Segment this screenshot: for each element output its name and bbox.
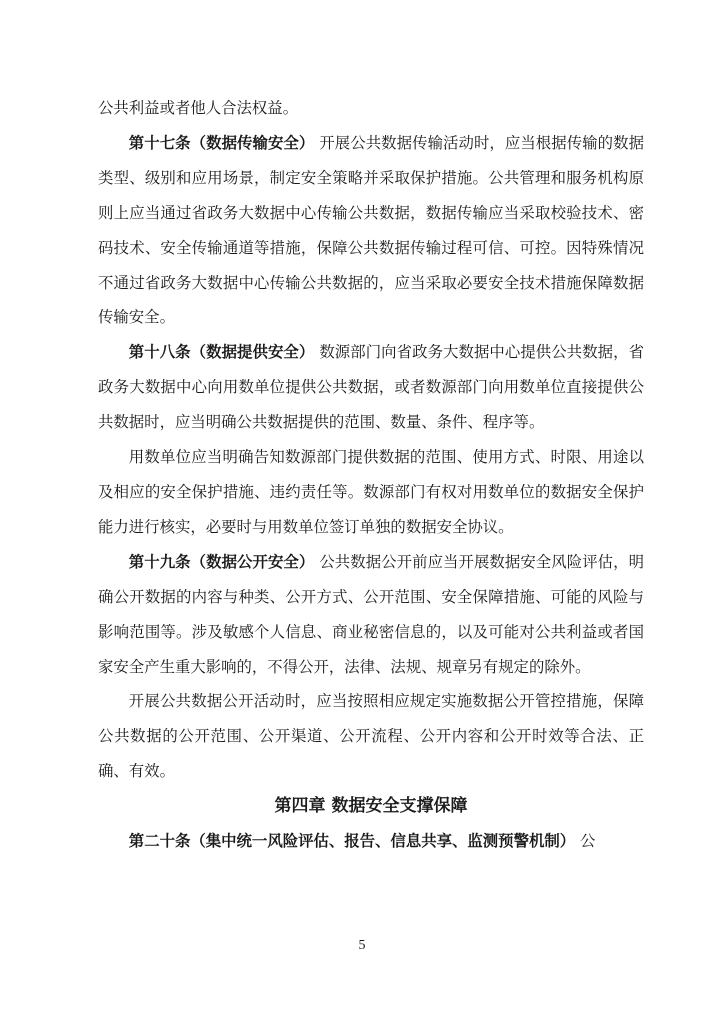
- paragraph-text: 开展公共数据公开活动时，应当按照相应规定实施数据公开管控措施，保障公共数据的公开范围、公开渠道、公开流程、公开内容和公开时效等合法、正确、有效。: [98, 692, 644, 781]
- article-heading: 第十七条（数据传输安全）: [128, 133, 315, 152]
- paragraph-article-19: [98, 545, 644, 685]
- paragraph-5: [98, 684, 644, 789]
- paragraph-text: 开展公共数据传输活动时，应当根据传输的数据类型、级别和应用场景，制定安全策略并采取保护措施。公共管理和服务机构原则上应当通过省政务大数据中心传输公共数据，数据传输应当采取校验技术、密码技术、安全传输通道等措施，保障公共数据传输过程可信、可控。因特殊情况不通过省政务大数据中心传输公共数据的，应当采取必要安全技术措施保障数据传输安全。: [98, 133, 644, 327]
- paragraph-text: 数源部门向省政务大数据中心提供公共数据，省政务大数据中心向用数单位提供公共数据，或者数源部门向用数单位直接提供公共数据时，应当明确公共数据提供的范围、数量、条件、程序等。: [98, 343, 644, 432]
- page-number: 5: [358, 938, 366, 953]
- paragraph-text: 用数单位应当明确告知数源部门提供数据的范围、使用方式、时限、用途以及相应的安全保护措施、违约责任等。数源部门有权对用数单位的数据安全保护能力进行核实，必要时与用数单位签订单独的数据安全协议。: [98, 448, 644, 536]
- paragraph-0: [98, 91, 644, 126]
- paragraph-article-20: [98, 824, 644, 859]
- paragraph-text: 公共数据公开前应当开展数据安全风险评估，明确公开数据的内容与种类、公开方式、公开范围、安全保障措施、可能的风险与影响范围等。涉及敏感个人信息、商业秘密信息的，以及可能对公共利益或者国家安全产生重大影响的，不得公开，法律、法规、规章另有规定的除外。: [98, 552, 644, 676]
- chapter-title: 第四章 数据安全支撑保障: [274, 796, 468, 817]
- paragraph-3: [98, 440, 644, 545]
- paragraph-article-17: [98, 126, 644, 335]
- paragraph-text: 公: [580, 832, 596, 851]
- article-heading: 第十八条（数据提供安全）: [128, 343, 315, 362]
- paragraph-text: 公共利益或者他人合法权益。: [98, 99, 299, 117]
- document-body: [98, 91, 644, 859]
- paragraph-article-18: [98, 335, 644, 440]
- article-heading: 第十九条（数据公开安全）: [128, 552, 315, 571]
- article-heading: 第二十条（集中统一风险评估、报告、信息共享、监测预警机制）: [128, 832, 576, 851]
